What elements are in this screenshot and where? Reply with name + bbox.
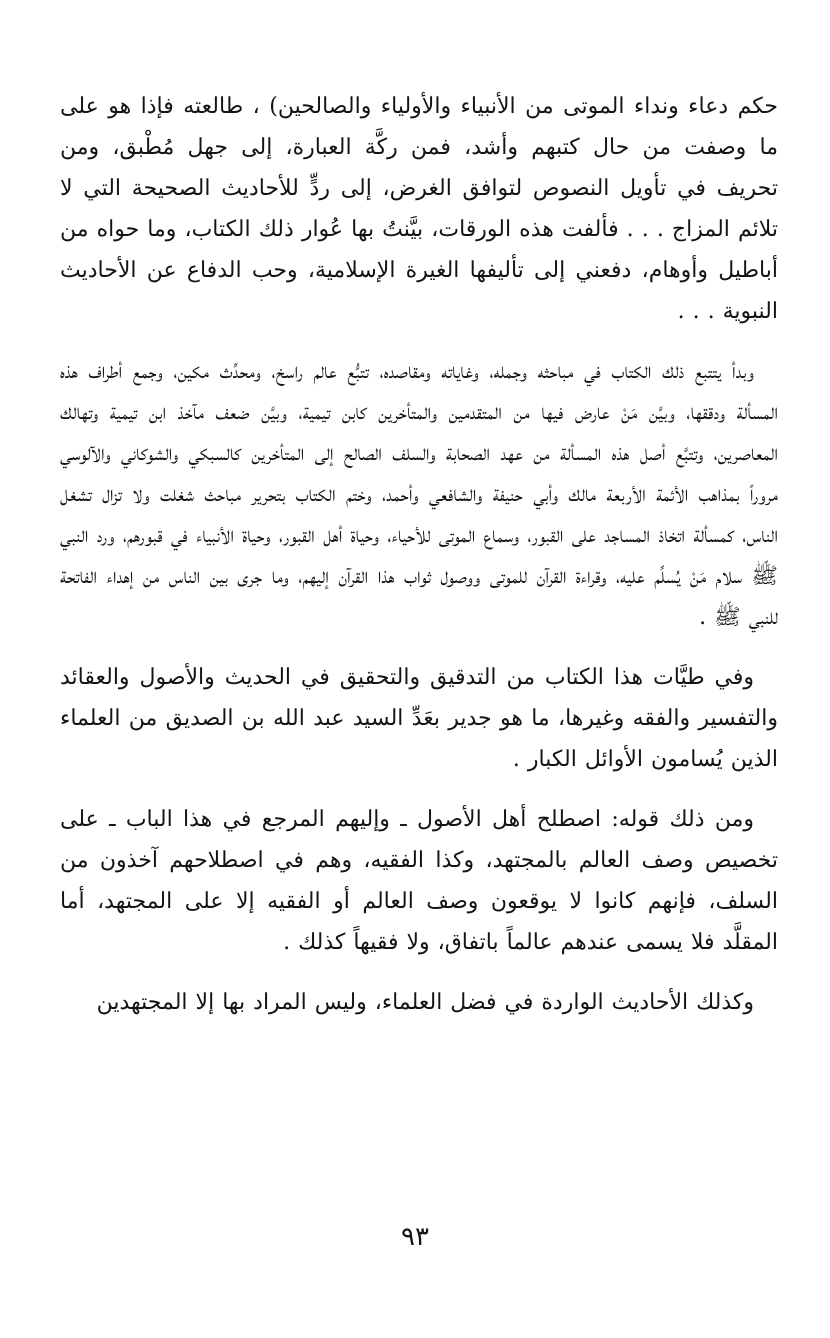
page-number: ٩٣ [401,1222,429,1252]
paragraph-4: ومن ذلك قوله: اصطلح أهل الأصول ـ وإليهم المرجع في هذا الباب ـ على تخصيص وصف العالم بالمجتهد، وكذا الفقيه، وهم في اصطلاحهم آخذون من السلف، فإنهم كانوا لا يوقعون وصف العالم أو الفقيه إلا على المجتهد، أما المقلَّد فلا يسمى عندهم عالماً باتفاق، ولا فقيهاً كذلك . [60,807,778,955]
paragraph-3: وفي طيَّات هذا الكتاب من التدقيق والتحقيق في الحديث والأصول والعقائد والتفسير والفقه وغيرها، ما هو جدير بعَدِّ السيد عبد الله بن الصديق من العلماء الذين يُسامون الأوائل الكبار . [60,665,778,772]
paragraph-1: حكم دعاء ونداء الموتى من الأنبياء والأولياء والصالحين) ، طالعته فإذا هو على ما وصفت من حال كتبهم وأشد، فمن ركَّة العبارة، إلى جهل مُطْبق، ومن تحريف في تأويل النصوص لتوافق الغرض، إلى ردٍّ للأحاديث الصحيحة التي لا تلائم المزاج . . . فألفت هذه الورقات، بيَّنتُ بها عُوار ذلك الكتاب، وما حواه من أباطيل وأوهام، دفعني إلى تأليفها الغيرة الإسلامية، وحب الدفاع عن الأحاديث النبوية . . . [60,94,778,324]
paragraph-2: وبدأ يتتبع ذلك الكتاب في مباحثه وجمله، وغاياته ومقاصده، تتبُّع عالم راسخ، ومحدِّث مكين، وجمع أطراف هذه المسألة ودققها، وبيَّن مَنْ عارض فيها من المتقدمين والمتأخرين كابن تيمية، وبيَّن ضعف مآخذ ابن تيمية وتهالك المعاصرين، وتتبَّع أصل هذه المسألة من عهد الصحابة والسلف الصالح إلى المتأخرين كالسبكي والشوكاني والآلوسي مروراً بمذاهب الأئمة الأربعة مالك وأبي حنيفة والشافعي وأحمد، وختم الكتاب بتحرير مباحث شغلت ولا تزال تشغل الناس، كمسألة اتخاذ المساجد على القبور، وسماع الموتى للأحياء، وحياة أهل القبور، وحياة الأنبياء في قبورهم، ورد النبي ﷺ سلام مَنْ يُسلِّم عليه، وقراءة القرآن للموتى ووصول ثواب هذا القرآن إليهم، وما جرى بين الناس من إهداء الفاتحة للنبي ﷺ . [60,359,778,630]
paragraph-5: وكذلك الأحاديث الواردة في فضل العلماء، وليس المراد بها إلا المجتهدين [96,990,754,1015]
page-body [60,86,778,1042]
